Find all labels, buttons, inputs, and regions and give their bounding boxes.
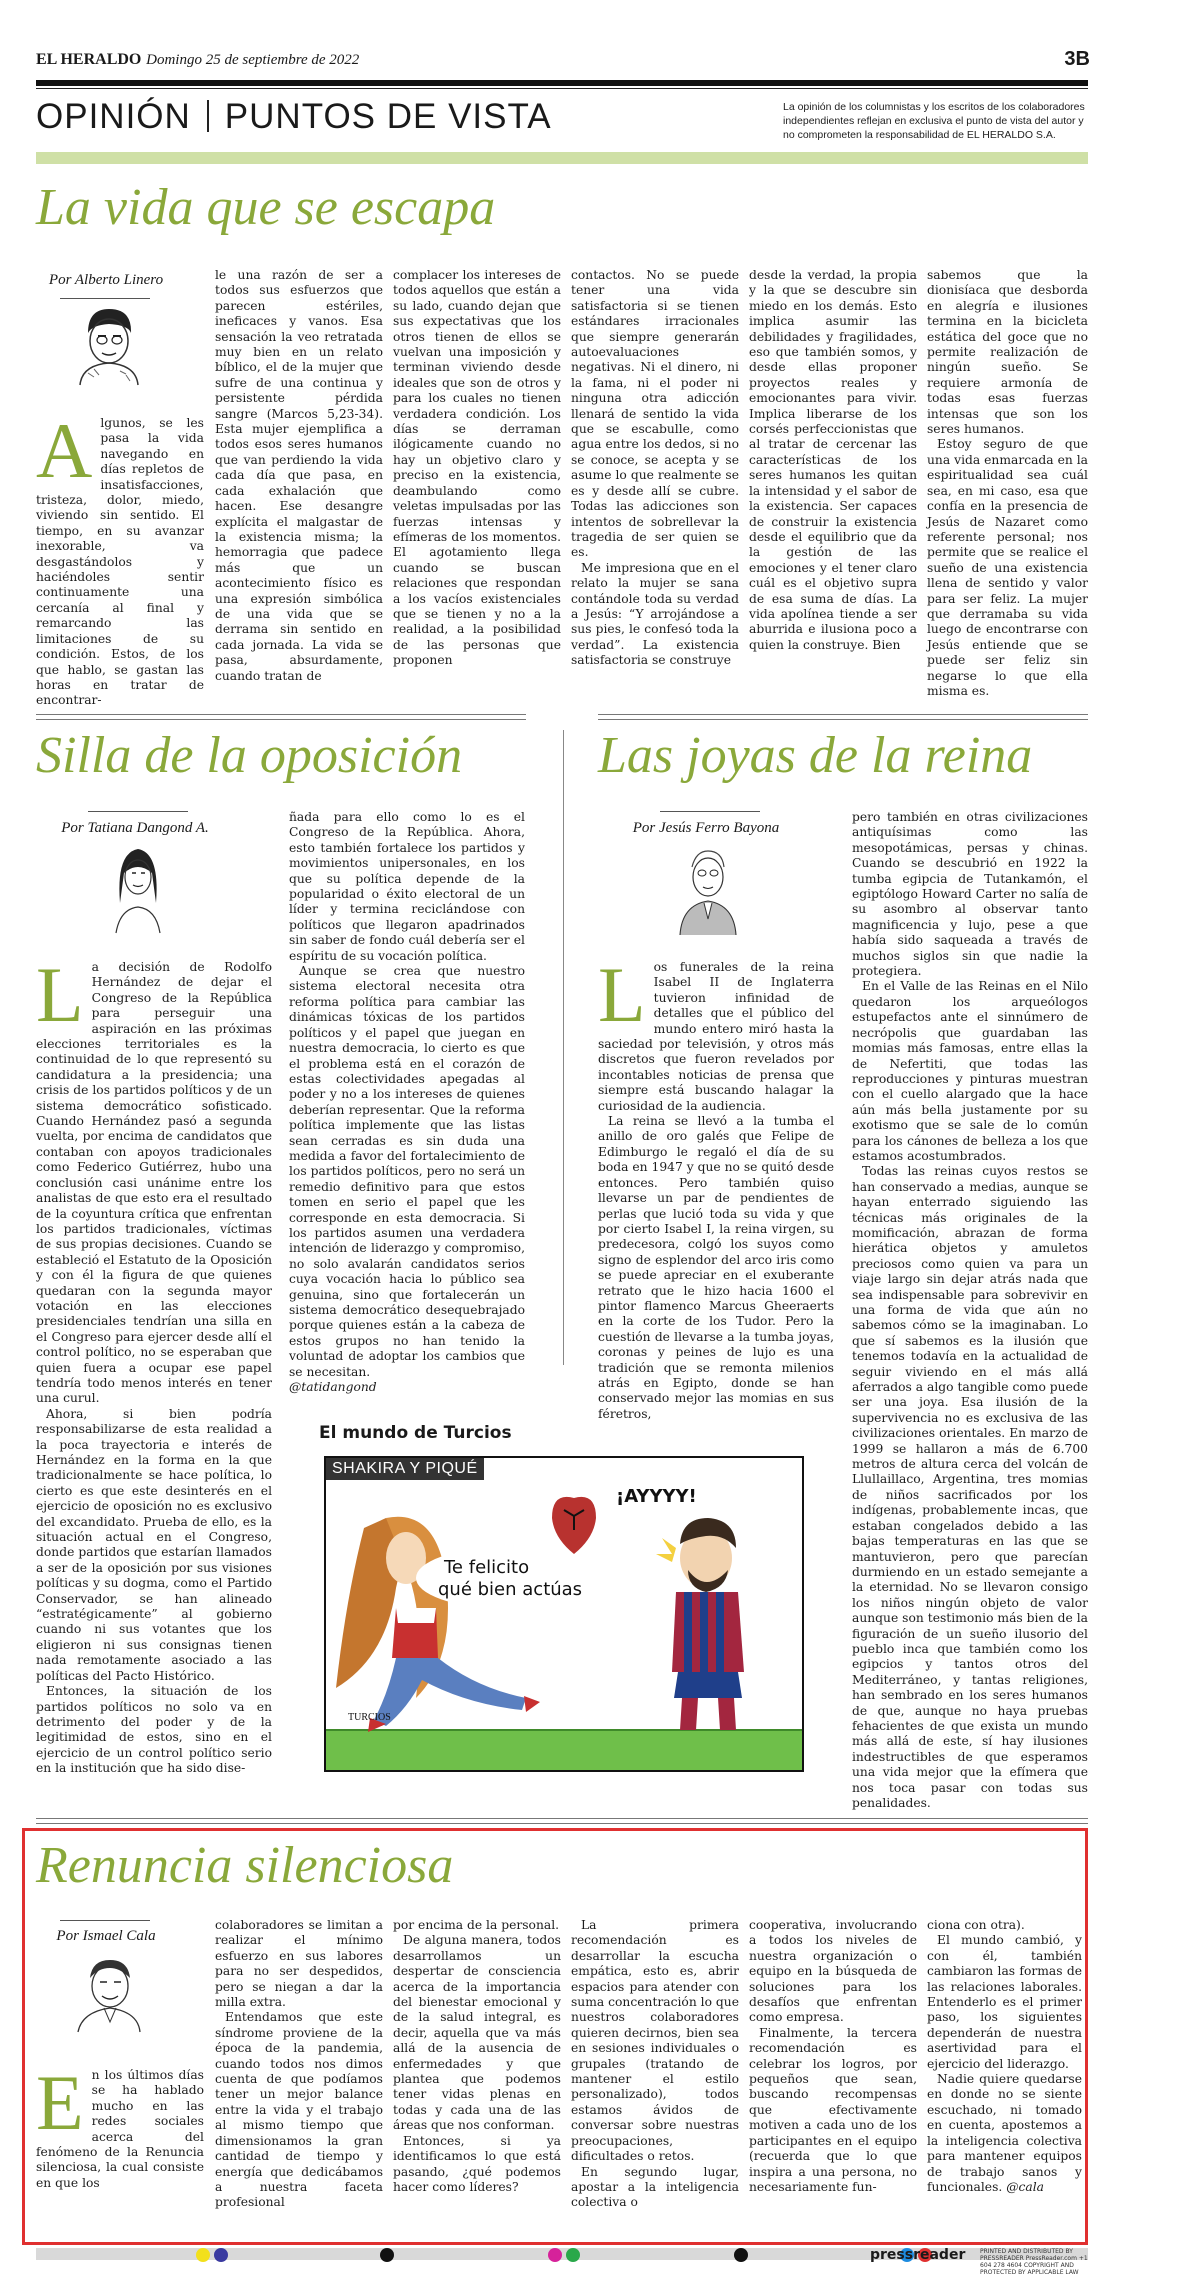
registration-dot — [548, 2248, 562, 2262]
article4-byline: Por Ismael Cala — [56, 1928, 156, 1944]
paragraph — [927, 2072, 1082, 2195]
dropcap: E — [36, 2059, 84, 2146]
cartoon-tag: SHAKIRA Y PIQUÉ — [326, 1458, 484, 1480]
article3-headline: Las joyas de la reina — [598, 727, 1033, 784]
author-portrait — [74, 303, 144, 385]
twitter-handle[interactable]: @cala — [1006, 2179, 1044, 2194]
paragraph: Entonces, la situación de los partidos políticos no solo va en detrimento del poder y de la legitimidad de estos, sino en el ejercicio de un control político serio en la institución que ha sido dise- — [36, 1684, 272, 1776]
disclaimer: La opinión de los columnistas y los escritos de los colaboradores independientes reflejan en exclusiva el punto de vista del autor y no comprometen la responsabilidad de EL HERALDO S.A. — [783, 101, 1085, 141]
dropcap: A — [36, 407, 93, 494]
paragraph: La reina se llevó a la tumba el anillo de oro galés que Felipe de Edimburgo le regaló el día de su boda en 1947 y que no se quitó desde entonces. Pero también quiso llevarse un par de pendientes de perlas que lució toda su vida y que por cierto Isabel I, la reina virgen, su predecesora, colgó los suyos como signo de esplendor del arco iris como se puede apreciar en el exuberante retrato que le hizo hacia 1600 el pintor flamenco Marcus Gheeraerts en la corte de los Tudor. Pero la cuestión de llevarse a la tumba joyas, coronas y peines de lujo es una tradición que se remonta milenios atrás en Egipto, donde se han conservado mejor las momias en sus féretros, — [598, 1114, 834, 1421]
speech-right: ¡AYYYY! — [616, 1486, 697, 1507]
cartoon-illustration — [326, 1458, 802, 1770]
pressreader-logo: pressreader — [870, 2247, 966, 2263]
article2-col1 — [36, 951, 272, 1776]
paragraph: cooperativa, involucrando a todos los niveles de nuestra organización o equipo en la búsqueda de soluciones para los desafíos que enfrentan como empresa. — [749, 1918, 917, 2025]
section-title — [36, 97, 552, 137]
article3-col2 — [852, 810, 1088, 1810]
paragraph: Aunque se crea que nuestro sistema electoral necesita otra reforma política para cambiar las dinámicas tóxicas de los partidos políticos y el papel que juegan en nuestra democracia, lo cierto es que el problema está en el corazón de estas colectividades apegadas al poder y no a los intereses de quienes deberían representar. Que la reforma política implemente que las listas sean cerradas es sin duda una medida a favor del fortalecimiento de los partidos políticos, pero no será un remedio definitivo para que estos tomen en serio el papel que les corresponde en esta democracia. Si los partidos asumen una verdadera intención de liderazgo y compromiso, no solo avalarán candidatos serios cuya vocación hacia lo público sea genuina, sino que fortalecerán un sistema democrático desequebrajado porque quienes están a la cabeza de estos grupos no han tenido la voluntad de adoptar los cambios que se necesitan. — [289, 964, 525, 1379]
paragraph: contactos. No se puede tener una vida satisfactoria si se tienen estándares irracionales que siempre generarán autoevaluaciones negativas. Ni el dinero, ni la fama, ni el poder ni ninguna otra adicción llenará de sentido la vida que se escabulle, como agua entre los dedos, si no se conoce, se acepta y se asume lo que realmente se es y desde allí se cubre. Todas las adicciones son intentos de sobrellevar la tragedia de ser quien se es. — [571, 268, 739, 560]
author-portrait — [112, 843, 164, 933]
paragraph: Estoy seguro de que una vida enmarcada en la espiritualidad sea cuál sea, en mi caso, esa que confía en la presencia de Jesús de Nazaret como referente personal; nos permite que se realice el sueño de una existencia llena de sentido y valor para ser feliz. La mujer que derramaba su vida luego de encontrarse con Jesús entiende que se puede ser feliz sin negarse lo que ella misma es. — [927, 437, 1088, 698]
article4-text: n los últimos días se ha hablado mucho en las redes sociales acerca del fenómeno de la Renuncia silenciosa, la cual consiste en que los — [36, 2068, 204, 2190]
paragraph: Entendamos que este síndrome proviene de la época de la pandemia, cuando todos nos dimos cuenta de que podíamos tener un mejor balance entre la vida y el trabajo al mismo tiempo que dimensionamos la gran cantidad de tiempo y energía que dedicábamos a nuestra faceta profesional — [215, 2010, 383, 2210]
paragraph: por encima de la personal. — [393, 1918, 560, 1932]
cartoon-title: El mundo de Turcios — [319, 1423, 512, 1443]
article3-byline: Por Jesús Ferro Bayona — [632, 820, 780, 836]
author-portrait — [676, 843, 740, 935]
article2-headline: Silla de la oposición — [36, 727, 463, 784]
paragraph: La primera recomendación es desarrollar la escucha empática, esto es, abrir espacios para atender con suma concentración lo que nuestros colaboradores quieren decirnos, bien sea en sesiones individuales o grupales (tratando de mantener el estilo personalizado), todos estamos ávidos de conversar sobre nuestras preocupaciones, dificultades o retos. — [571, 1918, 739, 2164]
paragraph: ciona con otra). — [927, 1918, 1025, 1932]
article1-col2: le una razón de ser a todos sus esfuerzos que parecen estériles, ineficaces y vanos. Esa sensación la veo retratada muy bien en un relato bíblico, el de la mujer que sufre de una continua y persistente pérdida sangre (Marcos 5,23-34). Esta mujer ejemplifica a todos esos seres humanos que van perdiendo la vida cada día que pasa, en cada exhalación que hacen. Ese desangre explícita el malgastar de la existencia misma; la hemorragia que padece más que un acontecimiento físico es una expresión simbólica de una vida que se derrama sin sentido en cada jornada. La vida se pasa, absurdamente, cuando tratan de — [215, 268, 383, 683]
article4-col3 — [393, 1918, 561, 2234]
article4-col1 — [36, 2059, 204, 2190]
registration-dot — [380, 2248, 394, 2262]
byline-rule — [88, 811, 188, 812]
article4-headline: Renuncia silenciosa — [36, 1837, 454, 1894]
cartoon — [324, 1456, 804, 1772]
registration-dot — [734, 2248, 748, 2262]
byline-rule — [660, 811, 760, 812]
cartoon-signature: TURCIOS — [348, 1712, 391, 1723]
section-divider — [207, 100, 209, 132]
divider — [598, 714, 1088, 720]
paragraph-text: a decisión de Rodolfo Hernández de dejar el Congreso de la República para perseguir una aspiración en las próximas elecciones territoriales es la continuidad de lo que representó su candidatura a la presidencia; una crisis de los partidos políticos y de un sistema democrático sofisticado. Cuando Hernández pasó a segunda vuelta, por encima de candidatos que contaban con apoyos tradicionales como Federico Gutiérrez, hubo una conclusión casi unánime entre los analistas de que esto era el resultado de la coyuntura crítica que enfrentan los partidos tradicionales, víctimas de sus propias decisiones. Cuando se estableció el Estatuto de la Oposición y con él la figura de que quienes quedaran con la segunda mayor votación en las elecciones presidenciales tendrían una silla en el Congreso para ejercer desde allí el control político, no se esperaban que quien fuera a ocupar ese papel tendría todo menos interés en tener una curul. — [36, 960, 272, 1406]
registration-dot — [214, 2248, 228, 2262]
article1-col4 — [571, 268, 739, 668]
byline-rule — [60, 298, 150, 299]
masthead-rule — [36, 80, 1088, 86]
paragraph — [36, 951, 272, 1407]
section-right: PUNTOS DE VISTA — [224, 97, 552, 136]
paragraph-text: Nadie quiere quedarse en donde no se siente escuchado, ni tomado en cuenta, apostemos a la inteligencia colectiva para mantener equipos de trabajo sanos y funcionales. — [927, 2072, 1082, 2194]
article4-col2 — [215, 1918, 383, 2234]
section-left: OPINIÓN — [36, 97, 191, 136]
article3-col1 — [598, 951, 834, 1421]
article1-byline: Por Alberto Linero — [48, 272, 164, 288]
masthead-rule-thin — [36, 88, 1088, 89]
article2-col2 — [289, 810, 525, 1395]
divider — [36, 1818, 1088, 1824]
byline-rule — [60, 1920, 150, 1921]
article2-byline: Por Tatiana Dangond A. — [61, 820, 209, 836]
speech-left-2: qué bien actúas — [438, 1579, 583, 1600]
article4-col5 — [749, 1918, 917, 2234]
paragraph — [598, 951, 834, 1114]
article4-col6 — [927, 1918, 1082, 2234]
article1-col1 — [36, 407, 204, 708]
article1-col6 — [927, 268, 1088, 698]
paragraph: pero también en otras civilizaciones antiquísimas como las mesopotámicas, persas y chinas. Cuando se descubrió en 1922 la tumba egipcia de Tutankamón, el egiptólogo Howard Carter no salía de su asombro al observar tanto magnificencia y lujo, pese a que había sido saqueada a través de muchos siglos sin que nadie la protegiera. — [852, 810, 1088, 979]
author-portrait — [74, 1952, 144, 2032]
registration-dot — [566, 2248, 580, 2262]
paragraph: ñada para ello como lo es el Congreso de la República. Ahora, esto también fortalece los partidos y movimientos unipersonales, en los que su política depende de la popularidad o éxito electoral de un líder y termina reciclándose con políticos que llegaron apadrinados sin saber de fondo cuál debería ser el espíritu de su vocación política. — [289, 810, 525, 963]
article1-headline: La vida que se escapa — [36, 179, 496, 236]
paragraph: Me impresiona que en el relato la mujer se sana contándole toda su verdad a Jesús: “Y arrojándose a sus pies, le confesó toda la verdad”. La existencia satisfactoria se construye — [571, 560, 739, 668]
page-number: 3B — [1064, 48, 1090, 70]
speech-left-1: Te felicito — [444, 1557, 530, 1578]
paragraph: Todas las reinas cuyos restos se han conservado a medias, aunque se hayan enterrado siguiendo las técnicas más originales de la momificación, abrazan de forma hierática objetos y amuletos preciosos como quien va para un viaje largo sin dejar atrás nada que sea indispensable para sobrevivir en una forma de vida que aún no sabemos cómo se la imaginaban. Lo que sí sabemos es la ilusión que tenemos todavía en la actualidad de seguir viviendo en el más allá aferrados a algo tangible como puede ser una joya. Esa ilusión de la supervivencia no es exclusiva de las civilizaciones orientales. En marzo de 1999 se hallaron a más de 6.700 metros de altura cerca del volcán de Llullaillaco, Argentina, tres momias de niños sacrificados por los indígenas, probablemente incas, que estaban congelados debido a las bajas temperaturas en las que se mantuvieron, pero que parecían durmiendo en un estado semejante a la eternidad. No se llevaron consigo los niños ningún objeto de valor aunque son testimonio más bien de la figuración de un sueño ilusorio del pueblo inca que también como los egipcios y tantos otros del Mediterráneo, y tantas religiones, han sembrado en los seres humanos de que, aunque no haya pruebas fehacientes de que exista un mundo más allá de este, sí hay ilusiones indestructibles de que esperamos una vida mejor que la efímera que nos toca pasar con todas sus penalidades. — [852, 1164, 1088, 1810]
paragraph: Finalmente, la tercera recomendación es celebrar los logros, por pequeños que sean, buscando recompensas que efectivamente motiven a cada uno de los participantes en el equipo (recuerda que lo que inspira a una persona, no necesariamente fun- — [749, 2025, 917, 2194]
paragraph: En segundo lugar, apostar a la inteligencia colectiva o — [571, 2164, 739, 2210]
paragraph: sabemos que la dionisíaca que desborda en alegría e ilusiones termina en la bicicleta estática del goce que no permite realización de ningún sueño. Se requiere armonía de todas esas fuerzas intensas que son los seres humanos. — [927, 268, 1088, 437]
paragraph: El mundo cambió, y con él, también cambiaron las formas de las relaciones laborales. Entenderlo es el primer paso, los siguientes dependerán de nuestra asertividad para el ejercicio del liderazgo. — [927, 1933, 1082, 2071]
article4-col4 — [571, 1918, 739, 2234]
paragraph: colaboradores se limitan a realizar el mínimo esfuerzo en sus labores para no ser despedidos, pero se niegan a dar la milla extra. — [215, 1918, 383, 2010]
registration-dot — [196, 2248, 210, 2262]
pressreader-notice: PRINTED AND DISTRIBUTED BY PRESSREADER PressReader.com +1 604 278 4604 COPYRIGHT AND PROTECTED BY APPLICABLE LAW — [980, 2248, 1088, 2276]
paragraph: De alguna manera, todos desarrollamos un despertar de consciencia acerca de la importancia del bienestar emocional y de la salud integral, es decir, aquella que va más allá de la ausencia de enfermedades y que plantea que podemos tener vidas plenas en todas y cada una de las áreas que nos conforman. — [393, 1933, 561, 2133]
divider — [36, 714, 526, 720]
twitter-handle[interactable]: @tatidangond — [289, 1380, 377, 1395]
section-band — [36, 152, 1088, 164]
masthead — [36, 50, 359, 69]
paragraph: Entonces, si ya identificamos lo que está pasando, ¿qué podemos hacer como líderes? — [393, 2133, 561, 2194]
article1-col3: complacer los intereses de todos aquellos que están a su lado, cuando dejan que sus expectativas que los otros tienen de ellos se vuelvan una imposición y terminan viviendo desde ideales que son de otros y para los cuales no tienen verdadera condición. Los días se derraman ilógicamente cuando no hay un objetivo claro y preciso en la existencia, deambulando como veletas impulsadas por las fuerzas intensas y efímeras de los momentos. El agotamiento llega cuando se buscan relaciones que respondan a los vacíos existenciales que se tienen y no a la realidad, a la posibilidad de las personas que proponen — [393, 268, 561, 668]
dropcap: L — [36, 951, 84, 1038]
paragraph: En el Valle de las Reinas en el Nilo quedaron los arqueólogos estupefactos ante el sinnúmero de necrópolis que guardaban las momias más famosas, entre ellas la de Nefertiti, que todas las reproducciones y pinturas muestran con el cuello alargado que la hace aún más bella justamente por su exotismo que se sale de lo común para los cánones de belleza a los que estamos acostumbrados. — [852, 979, 1088, 1163]
article1-text: lgunos, se les pasa la vida navegando en días repletos de insatisfacciones, tristeza, dolor, miedo, viviendo sin sentido. El tiempo, en su avanzar inexorable, va desgastándolos y haciéndoles sentir continuamente una cercanía al final y remarcando las limitaciones de su condición. Estos, de los que hablo, se gastan las horas en tratar de encontrar- — [36, 416, 204, 708]
issue-date: Domingo 25 de septiembre de 2022 — [146, 52, 360, 68]
dropcap: L — [598, 951, 646, 1038]
paragraph-text: os funerales de la reina Isabel II de Inglaterra tuvieron infinidad de detalles que el público del mundo entero miró hasta la saciedad por televisión, y otros más discretos que fueron revelados por incontables noticias de prensa que siempre está buscando halagar la curiosidad de la audiencia. — [598, 960, 834, 1113]
paragraph: Ahora, si bien podría responsabilizarse de esta realidad a la poca trayectoria e interés de Hernández en la forma en la que tradicionalmente se hace política, lo cierto es que este desinterés en el ejercicio de oposición no es exclusivo del excandidato. Prueba de ello, es la situación actual en el Congreso, donde partidos que estarían llamados a ser de la oposición por sus visiones políticas y su dogma, como el Partido Conservador, se han alineado “estratégicamente” al gobierno cuando ni sus votantes que los eligieron ni sus consignas tienen nada remotamente asociado a las políticas del Pacto Histórico. — [36, 1406, 272, 1683]
column-divider — [563, 730, 564, 1365]
paper-name: EL HERALDO — [36, 51, 142, 68]
article1-col5: desde la verdad, la propia y la que se descubre sin miedo en los demás. Esto implica asumir las debilidades y fragilidades, eso que también somos, y desde ellas proponer proyectos reales y emocionantes para vivir. Implica liberarse de los corsés perfeccionistas que al tratar de cercenar las características de los seres humanos les quitan la intensidad y el sabor de la existencia. Ser capaces de construir la existencia desde el equilibrio que da la gestión de las emociones y el tener claro cuál es el objetivo supra de esa suma de días. La vida apolínea tiende a ser aburrida e ilusiona poco a quien la construye. Bien — [749, 268, 917, 652]
